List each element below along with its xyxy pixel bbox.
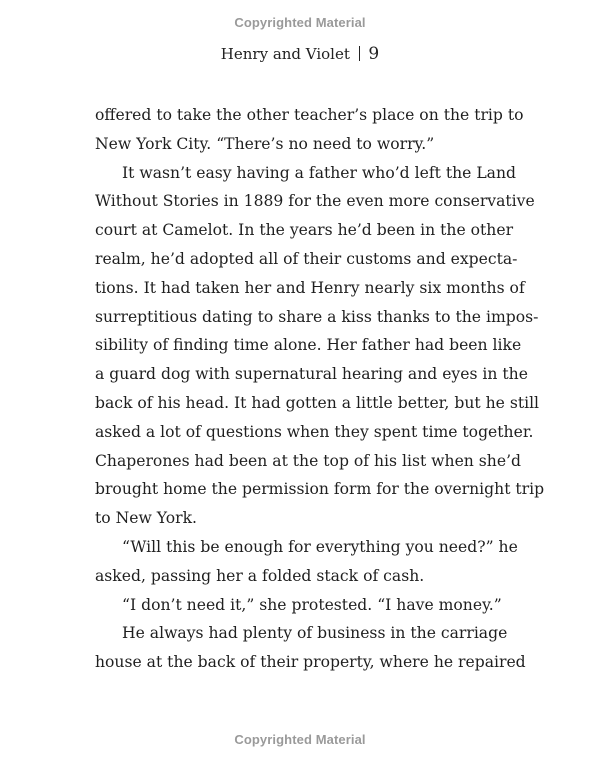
- text-line: court at Camelot. In the years he’d been in the other: [95, 221, 514, 240]
- text-line: “I don’t need it,” she protested. “I have money.”: [122, 595, 502, 614]
- header-separator: [359, 46, 361, 61]
- text-line: surreptitious dating to share a kiss thanks to the impos-: [95, 307, 539, 326]
- text-line: asked a lot of questions when they spent time together.: [95, 422, 534, 441]
- text-line: brought home the permission form for the overnight trip: [95, 480, 545, 499]
- text-line: asked, passing her a folded stack of cash.: [95, 566, 425, 585]
- text-line: a guard dog with supernatural hearing and eyes in the: [95, 365, 528, 384]
- text-line: “Will this be enough for everything you need?” he: [122, 537, 518, 556]
- copyright-watermark-top: Copyrighted Material: [234, 15, 366, 30]
- text-line: house at the back of their property, where he repaired: [95, 653, 526, 672]
- text-line: offered to take the other teacher’s place on the trip to: [95, 106, 524, 124]
- text-line: Without Stories in 1889 for the even more conservative: [95, 192, 535, 211]
- text-line: It wasn’t easy having a father who’d left the Land: [122, 163, 516, 182]
- copyright-watermark-bottom: Copyrighted Material: [234, 732, 366, 747]
- text-line: sibility of finding time alone. Her father had been like: [95, 336, 522, 355]
- text-line: Chaperones had been at the top of his list when she’d: [95, 451, 522, 470]
- text-line: to New York.: [95, 509, 197, 528]
- text-line: New York City. “There’s no need to worry.”: [95, 134, 435, 153]
- page-body-text: [95, 101, 545, 677]
- book-title: Henry and Violet: [220, 45, 350, 63]
- text-line: realm, he’d adopted all of their customs and expecta-: [95, 249, 518, 268]
- text-line: back of his head. It had gotten a little better, but he still: [95, 393, 540, 412]
- text-line: He always had plenty of business in the carriage: [122, 624, 508, 643]
- running-head: [0, 44, 600, 64]
- page-number: 9: [368, 44, 380, 64]
- text-line: tions. It had taken her and Henry nearly six months of: [95, 278, 525, 297]
